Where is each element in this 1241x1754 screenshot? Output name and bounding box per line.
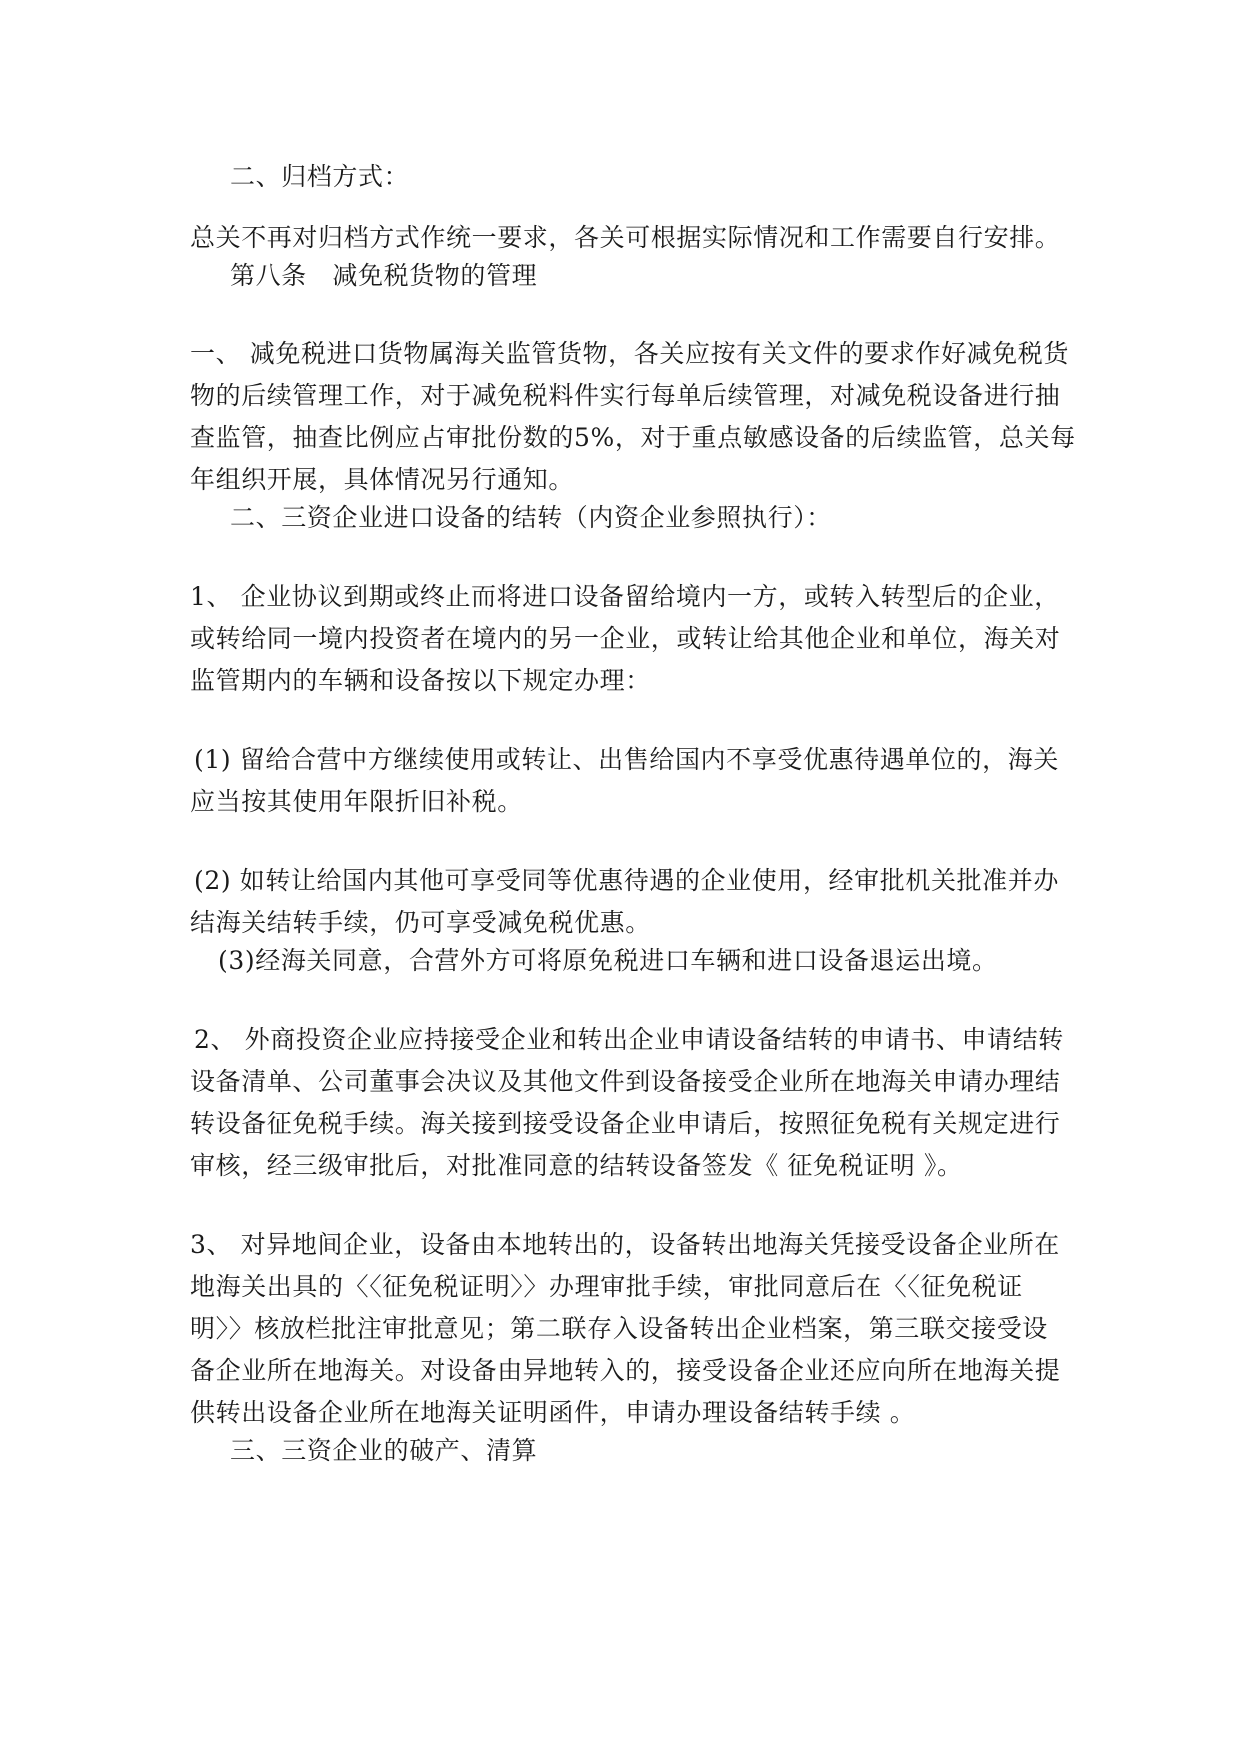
paragraph-line: 明〉〉核放栏批注审批意见；第二联存入设备转出企业档案，第三联交接受设: [190, 1314, 1048, 1343]
paragraph-line: 1、 企业协议到期或终止而将进口设备留给境内一方，或转入转型后的企业，: [190, 582, 1060, 611]
paragraph-line: 2、 外商投资企业应持接受企业和转出企业申请设备结转的申请书、申请结转: [194, 1025, 1064, 1054]
paragraph-line: 应当按其使用年限折旧补税。: [190, 787, 523, 816]
paragraph-line: 3、 对异地间企业，设备由本地转出的，设备转出地海关凭接受设备企业所在: [190, 1230, 1060, 1259]
list-item-line: (1) 留给合营中方继续使用或转让、出售给国内不享受优惠待遇单位的，海关: [194, 745, 1059, 774]
paragraph-line: 监管期内的车辆和设备按以下规定办理：: [190, 666, 651, 695]
paragraph-line: 转设备征免税手续。海关接到接受设备企业申请后，按照征免税有关规定进行: [190, 1109, 1061, 1138]
paragraph-line: 设备清单、公司董事会决议及其他文件到设备接受企业所在地海关申请办理结: [190, 1067, 1061, 1096]
list-item-line: (2) 如转让给国内其他可享受同等优惠待遇的企业使用，经审批机关批准并办: [194, 866, 1059, 895]
paragraph-line: 审核，经三级审批后，对批准同意的结转设备签发《 征免税证明 》。: [190, 1151, 963, 1180]
section-heading-archive-method: 二、归档方式：: [230, 162, 410, 191]
paragraph-line: 或转给同一境内投资者在境内的另一企业，或转让给其他企业和单位，海关对: [190, 624, 1061, 653]
paragraph-line: 供转出设备企业所在地海关证明函件，申请办理设备结转手续 。: [190, 1398, 916, 1427]
section-heading-bankruptcy: 三、三资企业的破产、清算: [230, 1436, 538, 1465]
paragraph-line: 结海关结转手续，仍可享受减免税优惠。: [190, 908, 651, 937]
section-heading-equipment-transfer: 二、三资企业进口设备的结转（内资企业参照执行）：: [230, 503, 832, 532]
paragraph-line: 地海关出具的〈〈征免税证明〉〉办理审批手续，审批同意后在〈〈征免税证: [190, 1272, 1023, 1301]
list-item-line: (3)经海关同意，合营外方可将原免税进口车辆和进口设备退运出境。: [218, 946, 998, 975]
paragraph-line: 一、 减免税进口货物属海关监管货物，各关应按有关文件的要求作好减免税货: [190, 339, 1069, 368]
paragraph-line: 总关不再对归档方式作统一要求，各关可根据实际情况和工作需要自行安排。: [190, 223, 1061, 252]
paragraph-line: 查监管，抽查比例应占审批份数的5%，对于重点敏感设备的后续监管，总关每: [190, 423, 1076, 452]
paragraph-line: 物的后续管理工作，对于减免税料件实行每单后续管理，对减免税设备进行抽: [190, 381, 1061, 410]
paragraph-line: 年组织开展，具体情况另行通知。: [190, 465, 575, 494]
article-heading: 第八条 减免税货物的管理: [230, 261, 538, 290]
paragraph-line: 备企业所在地海关。对设备由异地转入的，接受设备企业还应向所在地海关提: [190, 1356, 1061, 1385]
